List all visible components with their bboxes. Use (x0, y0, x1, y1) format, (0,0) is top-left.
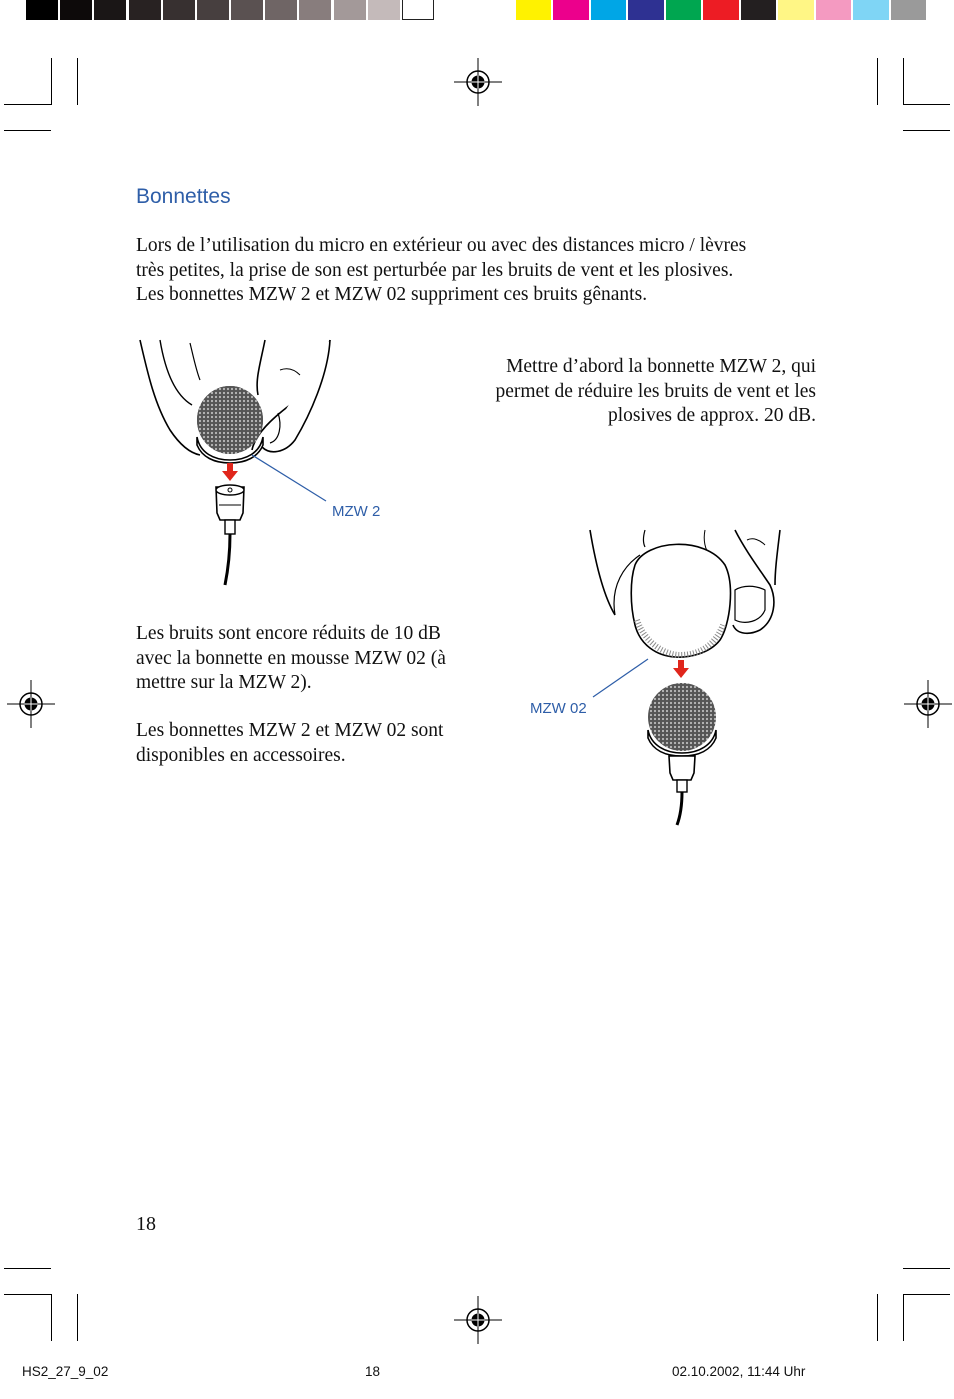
accessories-line: disponibles en accessoires. (136, 744, 346, 766)
page-title: Bonnettes (136, 185, 231, 208)
intro-line: très petites, la prise de son est perturbée par les bruits de vent et les plosives. (136, 259, 734, 281)
slug-page: 18 (365, 1364, 381, 1379)
registration-mark-icon (454, 58, 502, 106)
page-number: 18 (136, 1213, 156, 1235)
color-swatch (553, 0, 588, 20)
color-swatch (741, 0, 776, 20)
color-swatch (163, 0, 195, 20)
color-swatch (816, 0, 851, 20)
color-bar (516, 0, 928, 20)
step2-line: mettre sur la MZW 2). (136, 672, 312, 693)
color-swatch (94, 0, 126, 20)
color-swatch (299, 0, 331, 20)
color-swatch (666, 0, 701, 20)
registration-mark-icon (7, 680, 55, 728)
color-swatch (778, 0, 813, 20)
intro-line: Lors de l’utilisation du micro en extérieur ou avec des distances micro / lèvres (136, 235, 747, 256)
accessories-line: Les bonnettes MZW 2 et MZW 02 sont (136, 720, 444, 741)
color-swatch (231, 0, 263, 20)
color-swatch (628, 0, 663, 20)
step1-paragraph (420, 355, 816, 429)
step2-paragraph (136, 622, 516, 696)
color-swatch (891, 0, 926, 20)
mzw02-illustration (585, 525, 785, 830)
registration-mark-icon (904, 680, 952, 728)
step1-line: permet de réduire les bruits de vent et les (495, 380, 816, 402)
slug-file: HS2_27_9_02 (22, 1364, 109, 1379)
grayscale-bar (26, 0, 436, 20)
color-swatch (853, 0, 888, 20)
intro-line: Les bonnettes MZW 2 et MZW 02 suppriment ces bruits gênants. (136, 284, 648, 305)
color-swatch (197, 0, 229, 20)
slug-date: 02.10.2002, 11:44 Uhr (672, 1364, 806, 1379)
step2-line: avec la bonnette en mousse MZW 02 (à (136, 647, 446, 669)
color-swatch (129, 0, 161, 20)
color-swatch (334, 0, 366, 20)
color-swatch (703, 0, 738, 20)
color-swatch (26, 0, 58, 20)
registration-mark-icon (454, 1296, 502, 1344)
mzw2-label: MZW 2 (332, 503, 381, 520)
step1-line: Mettre d’abord la bonnette MZW 2, qui (506, 356, 816, 377)
step2-line: Les bruits sont encore réduits de 10 dB (136, 623, 441, 644)
mzw2-illustration (130, 335, 400, 595)
color-swatch (60, 0, 92, 20)
color-swatch (368, 0, 400, 20)
accessories-paragraph (136, 719, 516, 768)
color-swatch (402, 0, 434, 20)
color-swatch (265, 0, 297, 20)
step1-line: plosives de approx. 20 dB. (608, 405, 816, 426)
intro-paragraph (136, 234, 836, 308)
mzw02-label: MZW 02 (530, 700, 587, 717)
color-swatch (516, 0, 551, 20)
color-swatch (591, 0, 626, 20)
